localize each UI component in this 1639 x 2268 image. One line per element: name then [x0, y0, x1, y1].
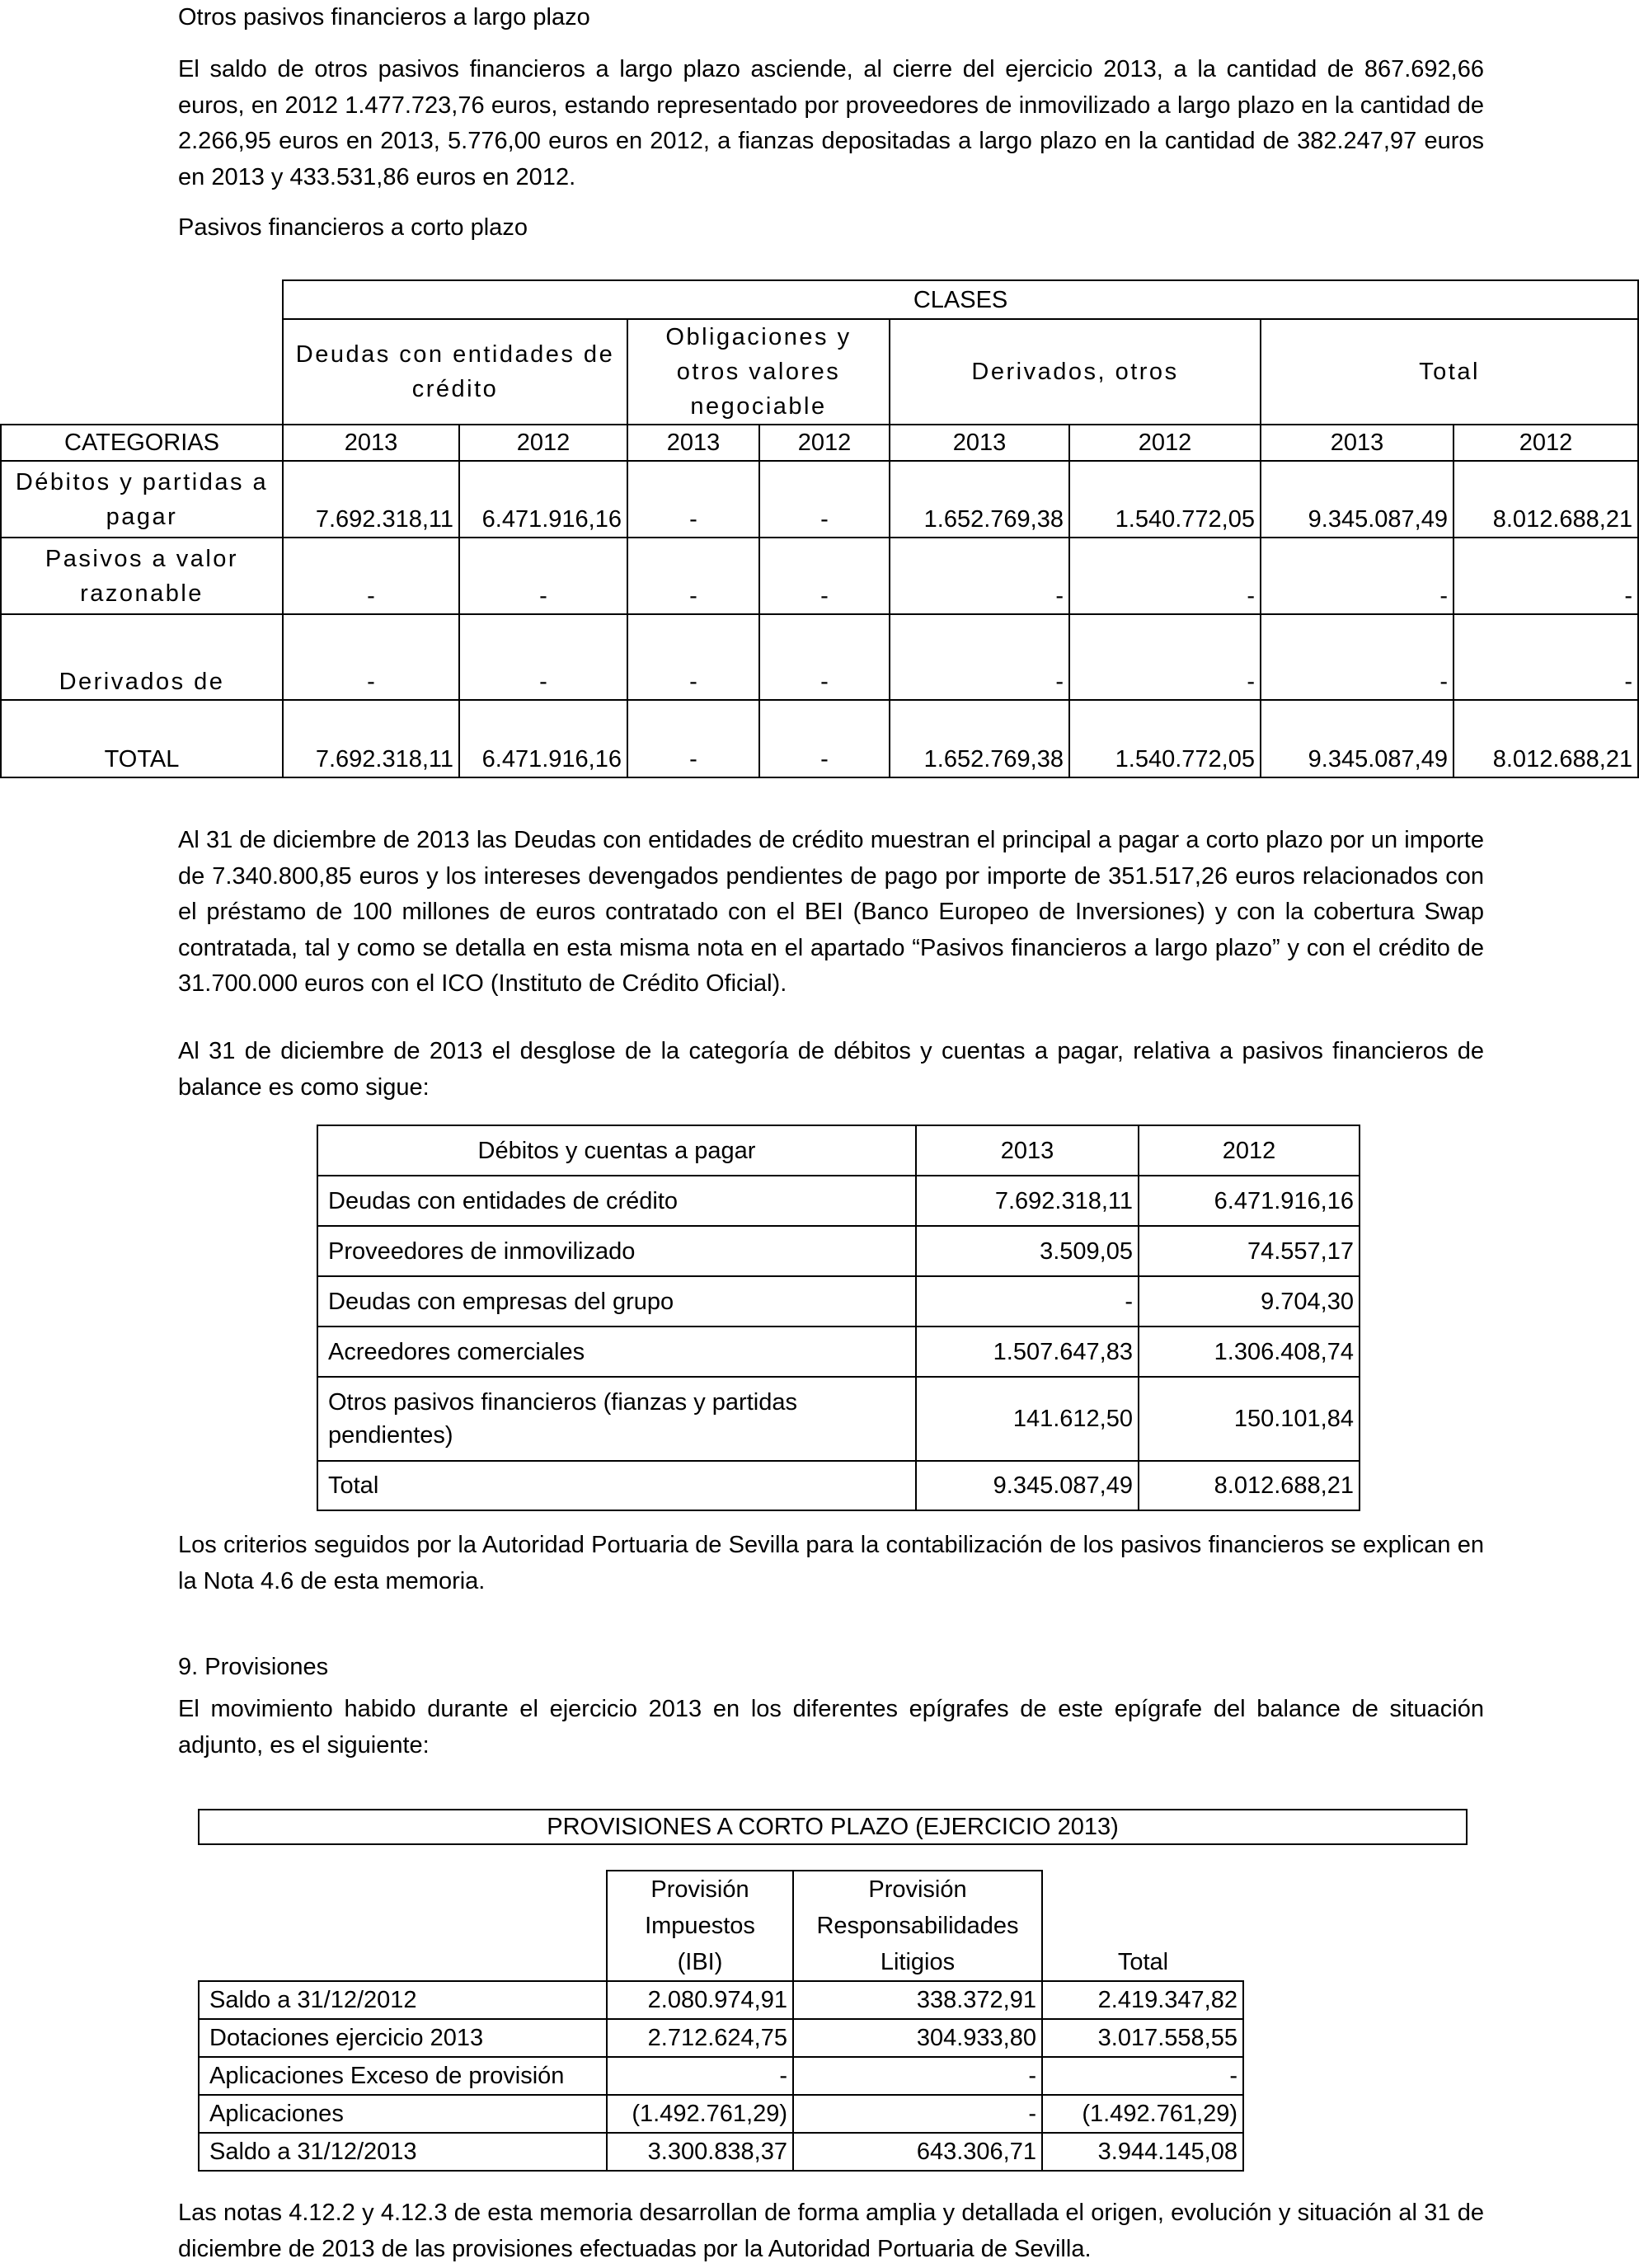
heading-otros-pasivos-lp: Otros pasivos financieros a largo plazo: [178, 4, 590, 31]
header-blank: [199, 1871, 607, 1981]
value-cell: 9.345.087,49: [1261, 461, 1453, 538]
value-cell: -: [1453, 538, 1638, 614]
header-provision-ibi-line: Impuestos: [645, 1913, 755, 1939]
value-cell: 8.012.688,21: [1453, 700, 1638, 777]
heading-pasivos-cp: Pasivos financieros a corto plazo: [178, 214, 528, 241]
value-cell: -: [1261, 614, 1453, 700]
year-cell: 2013: [890, 425, 1069, 461]
row-label: Aplicaciones: [199, 2095, 607, 2133]
header-2013: 2013: [916, 1125, 1139, 1176]
value-cell: -: [759, 538, 890, 614]
header-provision-ibi-line: Provisión: [650, 1876, 749, 1903]
value-cell: -: [627, 700, 759, 777]
heading-provisiones: 9. Provisiones: [178, 1654, 329, 1680]
header-debitos-cuentas: Débitos y cuentas a pagar: [317, 1125, 916, 1176]
value-litigios: 304.933,80: [793, 2019, 1042, 2057]
year-cell: 2013: [1261, 425, 1453, 461]
value-total: (1.492.761,29): [1042, 2095, 1243, 2133]
value-cell: 8.012.688,21: [1453, 461, 1638, 538]
value-2012: 1.306.408,74: [1139, 1327, 1360, 1377]
table-row: [199, 2095, 1243, 2133]
value-cell: -: [1069, 538, 1261, 614]
row-label: Otros pasivos financieros (fianzas y partidas pendientes): [317, 1377, 916, 1461]
value-cell: -: [627, 461, 759, 538]
value-2012: 6.471.916,16: [1139, 1176, 1360, 1226]
header-deudas-entidades: Deudas con entidades de crédito: [283, 319, 627, 425]
value-cell: -: [627, 614, 759, 700]
table-row: [317, 1176, 1360, 1226]
paragraph-provisiones: El movimiento habido durante el ejercicio 2013 en los diferentes epígrafes de este epígrafe del balance de situación adjunto, es el siguiente:: [178, 1696, 1484, 1759]
table-row: [317, 1276, 1360, 1327]
year-cell: 2012: [759, 425, 890, 461]
value-cell: -: [1069, 614, 1261, 700]
value-2013: 1.507.647,83: [916, 1327, 1139, 1377]
row-label: Deudas con entidades de crédito: [317, 1176, 916, 1226]
header-clases: CLASES: [283, 280, 1638, 319]
header-provision-litigios-line: Provisión: [868, 1876, 967, 1903]
header-total: Total: [1261, 319, 1638, 425]
row-label-total: Total: [317, 1461, 916, 1510]
value-cell: 1.652.769,38: [890, 700, 1069, 777]
value-total: 3.944.145,08: [1042, 2133, 1243, 2171]
value-litigios: -: [793, 2095, 1042, 2133]
header-2012: 2012: [1139, 1125, 1360, 1176]
value-cell: -: [459, 614, 627, 700]
value-total: 3.017.558,55: [1042, 2019, 1243, 2057]
table-row: [1, 538, 1638, 614]
header-blank: [1, 319, 283, 425]
row-label: Pasivos a valor razonable: [1, 538, 283, 614]
table-row: [199, 1981, 1243, 2019]
value-cell: -: [627, 538, 759, 614]
header-blank: [1, 280, 283, 319]
paragraph-otros-pasivos-lp: El saldo de otros pasivos financieros a largo plazo asciende, al cierre del ejercicio 2013, a la cantidad de 867.692,66 euros, en 2012 1.477.723,76 euros, estando representado por proveedores de inmovilizado a largo plazo en la cantidad de 2.266,95 euros en 2013, 5.776,00 euros en 2012, a fianzas depositadas a largo plazo en la cantidad de 382.247,97 euros en 2013 y 433.531,86 euros en 2012.: [178, 56, 1484, 190]
header-provision-litigios: [793, 1871, 1042, 1981]
value-cell: -: [759, 700, 890, 777]
value-2013: 141.612,50: [916, 1377, 1139, 1461]
row-label: Dotaciones ejercicio 2013: [199, 2019, 607, 2057]
value-total: 2.419.347,82: [1042, 1981, 1243, 2019]
value-2012: 74.557,17: [1139, 1226, 1360, 1276]
value-2012: 8.012.688,21: [1139, 1461, 1360, 1510]
value-cell: 1.652.769,38: [890, 461, 1069, 538]
value-2013: 7.692.318,11: [916, 1176, 1139, 1226]
row-label: Deudas con empresas del grupo: [317, 1276, 916, 1327]
header-total: Total: [1042, 1871, 1243, 1981]
year-cell: 2012: [1069, 425, 1261, 461]
header-provision-ibi: [607, 1871, 793, 1981]
row-label: Saldo a 31/12/2013: [199, 2133, 607, 2171]
table-debitos-cuentas: [317, 1125, 1360, 1511]
value-cell: -: [890, 614, 1069, 700]
value-ibi: 3.300.838,37: [607, 2133, 793, 2171]
header-provision-litigios-line: Responsabilidades: [816, 1913, 1019, 1939]
table-row: [317, 1226, 1360, 1276]
table-provisiones: [198, 1870, 1244, 2172]
table-row: [199, 2057, 1243, 2095]
row-label-total: TOTAL: [1, 700, 283, 777]
year-cell: 2013: [283, 425, 459, 461]
table-row: [199, 2019, 1243, 2057]
header-obligaciones: Obligaciones y otros valores negociable: [627, 319, 890, 425]
header-provision-litigios-line: Litigios: [880, 1949, 956, 1975]
value-2013: 3.509,05: [916, 1226, 1139, 1276]
year-cell: 2012: [1453, 425, 1638, 461]
value-litigios: 643.306,71: [793, 2133, 1042, 2171]
row-label: Aplicaciones Exceso de provisión: [199, 2057, 607, 2095]
row-label: Saldo a 31/12/2012: [199, 1981, 607, 2019]
value-cell: 6.471.916,16: [459, 700, 627, 777]
table-pasivos-cp: [0, 279, 1639, 778]
year-cell: 2012: [459, 425, 627, 461]
value-ibi: 2.712.624,75: [607, 2019, 793, 2057]
value-litigios: 338.372,91: [793, 1981, 1042, 2019]
value-cell: 6.471.916,16: [459, 461, 627, 538]
table-row: [1, 700, 1638, 777]
provisiones-title: PROVISIONES A CORTO PLAZO (EJERCICIO 2013): [199, 1810, 1467, 1844]
paragraph-criterios: Los criterios seguidos por la Autoridad Portuaria de Sevilla para la contabilización de los pasivos financieros se explican en la Nota 4.6 de esta memoria.: [178, 1532, 1484, 1594]
value-litigios: -: [793, 2057, 1042, 2095]
value-cell: -: [759, 614, 890, 700]
table-row: [1, 461, 1638, 538]
value-cell: -: [890, 538, 1069, 614]
value-ibi: -: [607, 2057, 793, 2095]
value-cell: 1.540.772,05: [1069, 461, 1261, 538]
year-cell: 2013: [627, 425, 759, 461]
value-cell: 1.540.772,05: [1069, 700, 1261, 777]
row-label: Derivados de: [1, 614, 283, 700]
paragraph-notas-final: Las notas 4.12.2 y 4.12.3 de esta memoria desarrollan de forma amplia y detallada el origen, evolución y situación al 31 de diciembre de 2013 de las provisiones efectuadas por la Autoridad Portuaria de Sevilla.: [178, 2200, 1484, 2262]
value-cell: 7.692.318,11: [283, 461, 459, 538]
value-cell: 7.692.318,11: [283, 700, 459, 777]
paragraph-deudas-entidades: Al 31 de diciembre de 2013 las Deudas con entidades de crédito muestran el principal a pagar a corto plazo por un importe de 7.340.800,85 euros y los intereses devengados pendientes de pago por importe de 351.517,26 euros relacionados con el préstamo de 100 millones de euros contratado con el BEI (Banco Europeo de Inversiones) y con la cobertura Swap contratada, tal y como se detalla en esta misma nota en el apartado “Pasivos financieros a largo plazo” y con el crédito de 31.700.000 euros con el ICO (Instituto de Crédito Oficial).: [178, 827, 1484, 997]
value-2012: 150.101,84: [1139, 1377, 1360, 1461]
value-cell: 9.345.087,49: [1261, 700, 1453, 777]
value-2013: -: [916, 1276, 1139, 1327]
header-categorias: CATEGORIAS: [1, 425, 283, 461]
row-label: Proveedores de inmovilizado: [317, 1226, 916, 1276]
row-label: Débitos y partidas a pagar: [1, 461, 283, 538]
paragraph-desglose: Al 31 de diciembre de 2013 el desglose de la categoría de débitos y cuentas a pagar, relativa a pasivos financieros de balance es como sigue:: [178, 1038, 1484, 1101]
header-derivados-otros: Derivados, otros: [890, 319, 1261, 425]
header-provision-ibi-line: (IBI): [677, 1949, 723, 1975]
value-ibi: 2.080.974,91: [607, 1981, 793, 2019]
value-ibi: (1.492.761,29): [607, 2095, 793, 2133]
value-cell: -: [283, 614, 459, 700]
table-row: [317, 1327, 1360, 1377]
value-cell: -: [459, 538, 627, 614]
table-row: [317, 1461, 1360, 1510]
row-label: Acreedores comerciales: [317, 1327, 916, 1377]
value-total: -: [1042, 2057, 1243, 2095]
value-2013: 9.345.087,49: [916, 1461, 1139, 1510]
value-cell: -: [1261, 538, 1453, 614]
value-cell: -: [1453, 614, 1638, 700]
table-row: [1, 614, 1638, 700]
value-cell: -: [283, 538, 459, 614]
table-row: [199, 2133, 1243, 2171]
value-cell: -: [759, 461, 890, 538]
value-2012: 9.704,30: [1139, 1276, 1360, 1327]
provisiones-title-box: [198, 1809, 1468, 1845]
table-row: [317, 1377, 1360, 1461]
